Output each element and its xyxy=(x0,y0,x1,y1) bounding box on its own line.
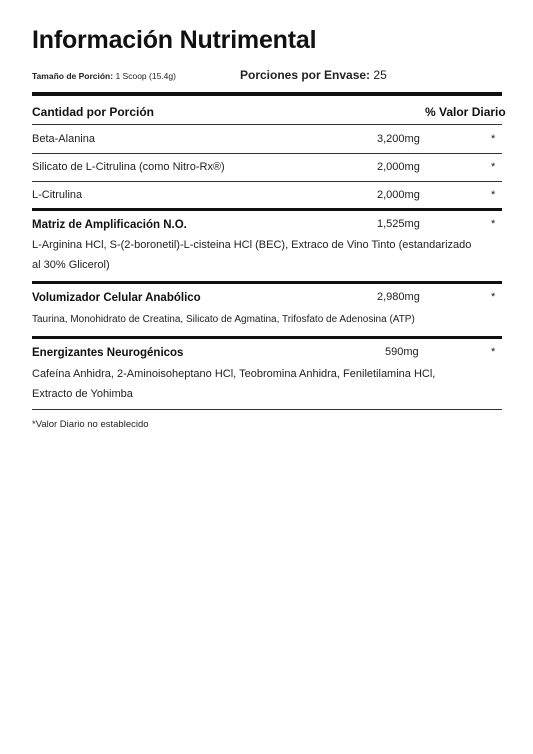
amount-per-serving-header: Cantidad por Porción xyxy=(32,105,155,119)
row-daily-value: * xyxy=(491,161,496,173)
serving-size-value: 1 Scoop (15.4g) xyxy=(115,71,176,81)
divider-thick xyxy=(32,281,502,284)
blend-daily-value: * xyxy=(491,218,496,230)
page-title: Información Nutrimental xyxy=(32,26,317,54)
blend-ingredients: Taurina, Monohidrato de Creatina, Silicato de Agmatina, Trifosfato de Adenosina (ATP) xyxy=(32,314,415,325)
blend-daily-value: * xyxy=(491,291,496,303)
blend-name: Energizantes Neurogénicos xyxy=(32,347,184,359)
row-name: L-Citrulina xyxy=(32,189,83,201)
divider xyxy=(32,409,502,410)
daily-value-header: % Valor Diario xyxy=(425,105,506,119)
footnote: *Valor Diario no establecido xyxy=(32,419,149,430)
servings-per-container xyxy=(240,68,387,82)
row-amount: 2,000mg xyxy=(377,161,420,173)
row-name: Silicato de L-Citrulina (como Nitro-Rx®) xyxy=(32,161,225,173)
serving-size xyxy=(32,71,176,81)
blend-name: Matriz de Amplificación N.O. xyxy=(32,219,187,231)
divider-thick xyxy=(32,208,502,211)
blend-amount: 590mg xyxy=(385,346,419,358)
row-amount: 3,200mg xyxy=(377,133,420,145)
blend-ingredients: L-Arginina HCl, S-(2-boronetil)-L-cisteina HCl (BEC), Extraco de Vino Tinto (estandarizado al 30% Glicerol) xyxy=(32,239,472,271)
row-amount: 2,000mg xyxy=(377,189,420,201)
divider xyxy=(32,153,502,154)
divider xyxy=(32,124,502,125)
divider-thick xyxy=(32,336,502,339)
blend-daily-value: * xyxy=(491,346,496,358)
row-daily-value: * xyxy=(491,189,496,201)
servings-per-container-value: 25 xyxy=(373,68,387,82)
blend-name: Volumizador Celular Anabólico xyxy=(32,292,201,304)
divider-thick xyxy=(32,92,502,96)
row-name: Beta-Alanina xyxy=(32,133,95,145)
servings-per-container-label: Porciones por Envase: xyxy=(240,68,371,82)
blend-amount: 1,525mg xyxy=(377,218,420,230)
blend-amount: 2,980mg xyxy=(377,291,420,303)
blend-ingredients: Cafeína Anhidra, 2-Aminoisoheptano HCl, Teobromina Anhidra, Feniletilamina HCl, Extracto de Yohimba xyxy=(32,368,436,400)
serving-size-label: Tamaño de Porción: xyxy=(32,71,114,81)
row-daily-value: * xyxy=(491,133,496,145)
divider xyxy=(32,181,502,182)
